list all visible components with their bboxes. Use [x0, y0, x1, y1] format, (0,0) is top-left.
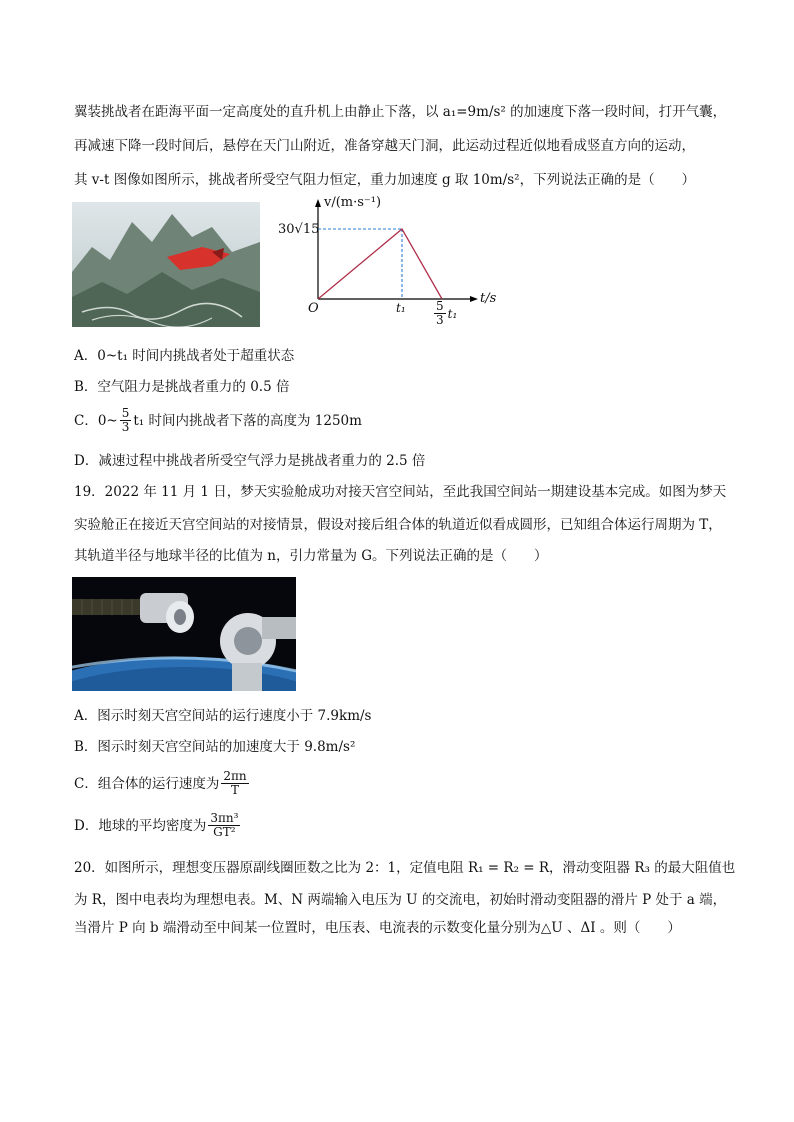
graph-origin: O	[308, 301, 319, 316]
q18-option-b[interactable]: B．空气阻力是挑战者重力的 0.5 倍	[74, 379, 290, 395]
q18-stem-line1: 翼装挑战者在距海平面一定高度处的直升机上由静止下落，以 a₁=9m/s² 的加速度下落一段时间，打开气囊，	[74, 104, 727, 120]
q18-option-d[interactable]: D．减速过程中挑战者所受空气浮力是挑战者重力的 2.5 倍	[74, 453, 426, 469]
q20-stem-line1: 20．如图所示，理想变压器原副线圈匝数之比为 2：1，定值电阻 R₁ = R₂ = R，滑动变阻器 R₃ 的最大阻值也	[74, 860, 736, 876]
q18-option-c[interactable]: C．0~ $\frac{5}{3}$ t₁ 时间内挑战者下落的高度为 1250m	[74, 406, 362, 434]
graph-t2-label: $\frac{5}{3}$ t₁	[436, 299, 458, 327]
q18-stem-line2: 再减速下降一段时间后，悬停在天门山附近，准备穿越天门洞，此运动过程近似地看成竖直方向的运动，	[74, 138, 695, 154]
q19-option-c[interactable]: C．组合体的运行速度为 $\frac{2\pi n}{T}$	[74, 769, 247, 797]
q19-stem-line3: 其轨道半径与地球半径的比值为 n，引力常量为 G。下列说法正确的是（ ）	[74, 548, 548, 564]
y-axis-arrow	[315, 199, 321, 207]
wingsuit-photo	[72, 202, 260, 327]
q20-stem-line3: 当滑片 P 向 b 端滑动至中间某一位置时，电压表、电流表的示数变化量分别为△U 、ΔI 。则（ ）	[74, 920, 681, 936]
q18-option-a[interactable]: A．0~t₁ 时间内挑战者处于超重状态	[74, 348, 295, 364]
q18-stem-line3: 其 v-t 图像如图所示，挑战者所受空气阻力恒定，重力加速度 g 取 10m/s²，下列说法正确的是（ ）	[74, 172, 696, 188]
graph-t1-label: t₁	[396, 301, 406, 315]
vt-graph-svg	[276, 195, 506, 343]
graph-ytick: 30√15	[278, 222, 320, 237]
vt-line	[318, 229, 442, 299]
q19-stem-line2: 实验舱正在接近天宫空间站的对接情景，假设对接后组合体的轨道近似看成圆形，已知组合体运行周期为 T，	[74, 517, 722, 533]
x-axis-arrow	[470, 296, 478, 302]
space-station-photo	[72, 577, 296, 691]
graph-xlabel: t/s	[480, 291, 497, 306]
vt-graph	[276, 195, 506, 343]
q19-option-d[interactable]: D．地球的平均密度为 $\frac{\text{3πn³}}{\text{GT²}}$	[74, 811, 239, 839]
graph-ylabel: v/(m·s⁻¹)	[324, 195, 382, 210]
q19-option-a[interactable]: A．图示时刻天宫空间站的运行速度小于 7.9km/s	[74, 708, 372, 724]
q19-stem-line1: 19．2022 年 11 月 1 日，梦天实验舱成功对接天宫空间站，至此我国空间站一期建设基本完成。如图为梦天	[74, 484, 727, 500]
q19-option-b[interactable]: B．图示时刻天宫空间站的加速度大于 9.8m/s²	[74, 739, 356, 755]
q20-stem-line2: 为 R，图中电表均为理想电表。M、N 两端输入电压为 U 的交流电，初始时滑动变阻器的滑片 P 处于 a 端，	[74, 892, 727, 908]
